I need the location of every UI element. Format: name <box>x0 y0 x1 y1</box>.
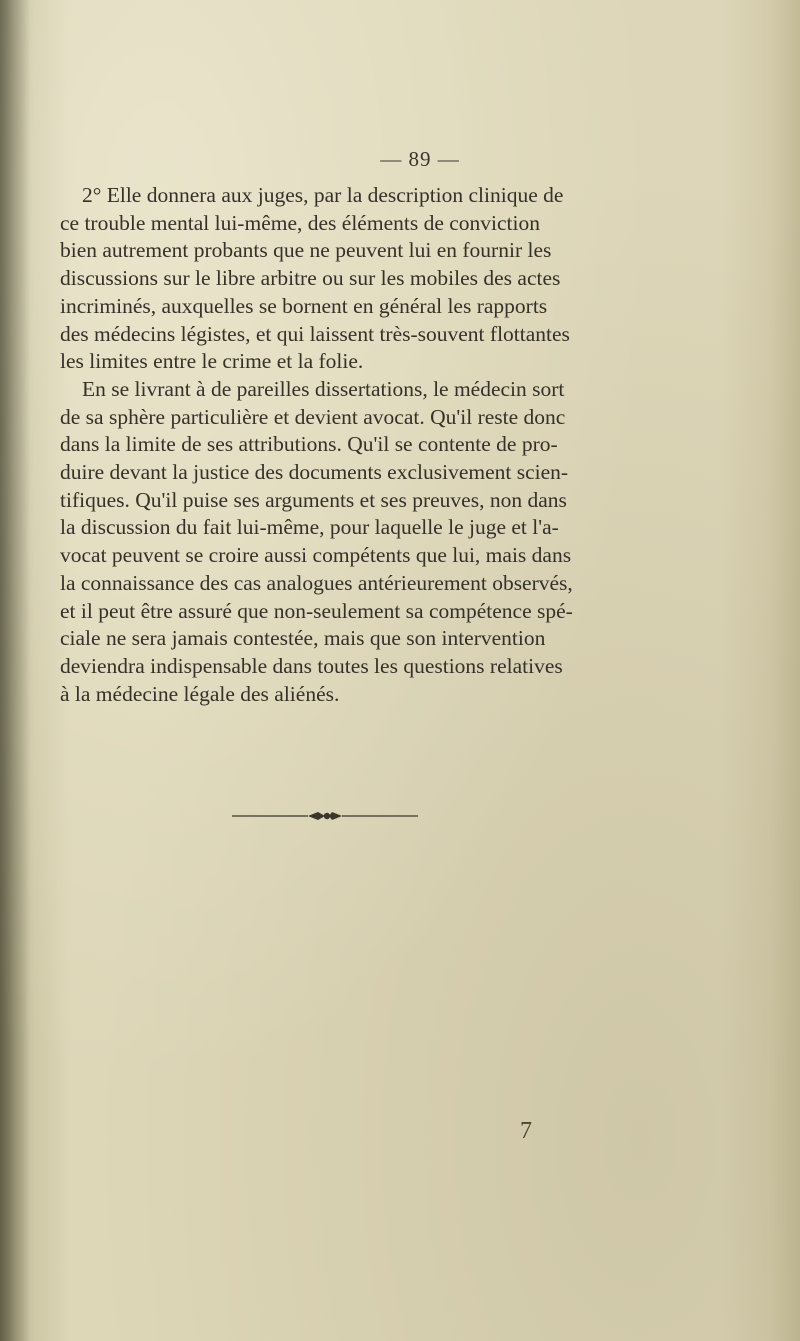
text-line: En se livrant à de pareilles dissertations, le médecin sort <box>82 376 565 401</box>
text-line: tifiques. Qu'il puise ses arguments et ses preuves, non dans <box>60 487 567 512</box>
text-line: ciale ne sera jamais contestée, mais que son intervention <box>60 626 546 651</box>
text-line: la connaissance des cas analogues antérieurement observés, <box>60 570 573 595</box>
body-text <box>60 182 660 708</box>
text-line: de sa sphère particulière et devient avocat. Qu'il reste donc <box>60 404 566 429</box>
text-line: ce trouble mental lui-même, des éléments de conviction <box>60 210 541 235</box>
divider-ornament <box>230 808 420 824</box>
paragraph-1 <box>60 182 660 376</box>
signature-mark: 7 <box>520 1118 532 1144</box>
text-line: 2° Elle donnera aux juges, par la description clinique de <box>82 183 564 207</box>
text-line: deviendra indispensable dans toutes les questions relatives <box>60 653 563 678</box>
page-number: — 89 — <box>380 147 460 171</box>
text-line: les limites entre le crime et la folie. <box>60 349 364 374</box>
text-line: vocat peuvent se croire aussi compétents que lui, mais dans <box>60 543 572 568</box>
text-line: et il peut être assuré que non-seulement sa compétence spé- <box>60 598 573 623</box>
spine-shadow <box>0 0 30 1341</box>
text-line: dans la limite de ses attributions. Qu'il se contente de pro- <box>60 432 558 457</box>
text-line: discussions sur le libre arbitre ou sur les mobiles des actes <box>60 266 561 291</box>
text-line: bien autrement probants que ne peuvent lui en fournir les <box>60 238 552 263</box>
text-line: incriminés, auxquelles se bornent en général les rapports <box>60 293 548 318</box>
text-line: à la médecine légale des aliénés. <box>60 681 340 706</box>
paragraph-2 <box>60 376 660 708</box>
text-line: la discussion du fait lui-même, pour laquelle le juge et l'a- <box>60 515 559 540</box>
text-line: des médecins légistes, et qui laissent très-souvent flottantes <box>60 321 570 346</box>
text-line: duire devant la justice des documents exclusivement scien- <box>60 460 569 485</box>
